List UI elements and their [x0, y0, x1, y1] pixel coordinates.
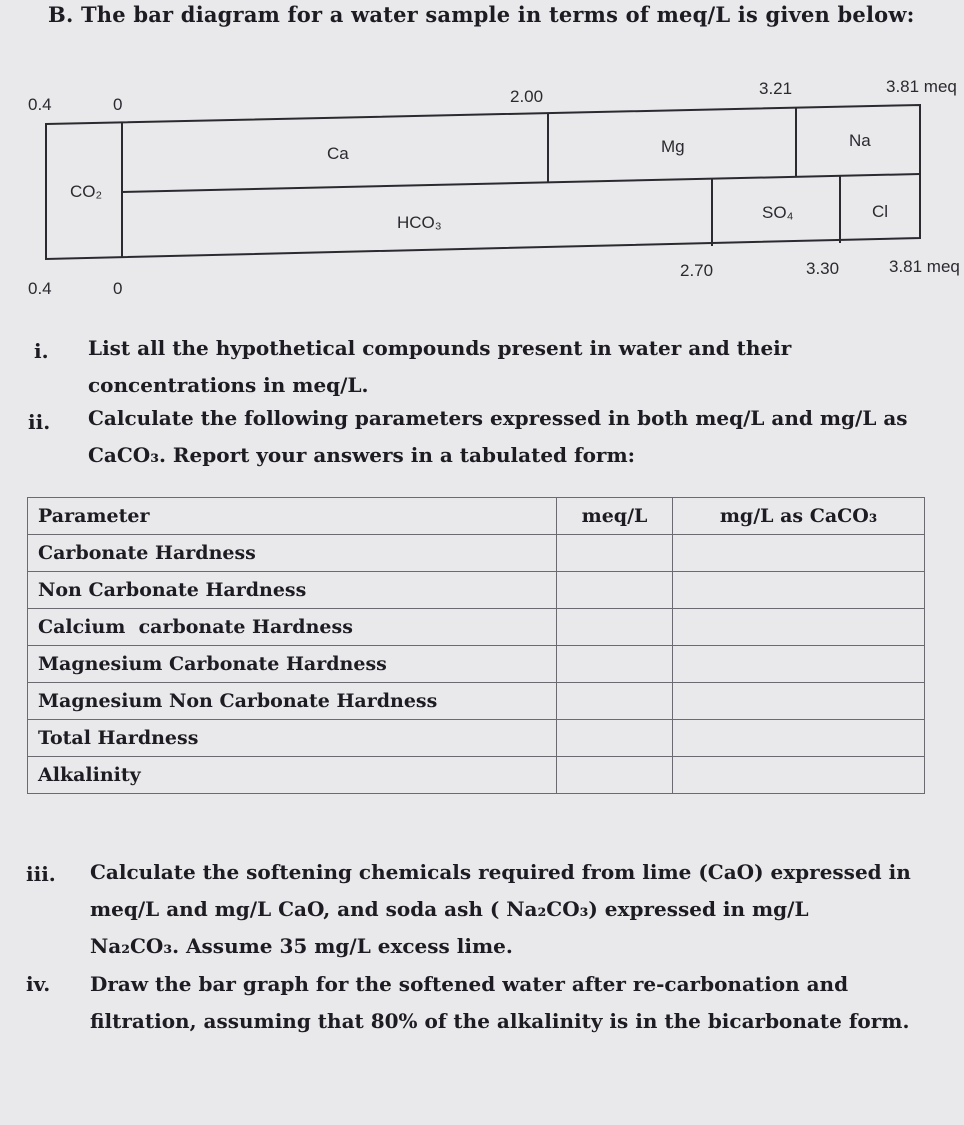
cation-ca: Ca: [327, 144, 349, 163]
header-parameter: Parameter: [28, 498, 557, 535]
question-iv-text: [90, 966, 909, 1040]
bottom-axis-label-2-70: 2.70: [680, 261, 714, 280]
question-iv-line-2: filtration, assuming that 80% of the alkalinity is in the bicarbonate form.: [90, 1009, 910, 1033]
bar-diagram: [0, 60, 964, 310]
top-axis-label-3-81: 3.81 meq: [886, 77, 957, 96]
meq-cell: [557, 572, 673, 609]
table-row: [28, 757, 925, 794]
table-row: [28, 720, 925, 757]
mg-cell: [673, 609, 925, 646]
question-i-line-2: concentrations in meq/L.: [88, 373, 369, 397]
table-header-row: [28, 498, 925, 535]
row-label: Carbonate Hardness: [28, 535, 557, 572]
question-i-line-1: List all the hypothetical compounds present in water and their: [88, 336, 792, 360]
mg-cell: [673, 646, 925, 683]
diagram-frame: [46, 105, 920, 259]
mg-cell: [673, 720, 925, 757]
meq-cell: [557, 646, 673, 683]
meq-cell: [557, 720, 673, 757]
row-label: Total Hardness: [28, 720, 557, 757]
meq-cell: [557, 683, 673, 720]
table-row: [28, 683, 925, 720]
bottom-axis-label-3-81: 3.81 meq: [889, 257, 960, 276]
bottom-axis-label-zero: 0: [113, 279, 123, 298]
cation-na: Na: [849, 131, 871, 150]
table-row: [28, 646, 925, 683]
header-meq: meq/L: [557, 498, 673, 535]
anion-so4: SO₄: [762, 203, 794, 222]
table-row: [28, 609, 925, 646]
meq-cell: [557, 609, 673, 646]
mg-cell: [673, 757, 925, 794]
anion-co2: CO₂: [70, 182, 103, 201]
anion-cl: Cl: [872, 202, 889, 221]
meq-cell: [557, 757, 673, 794]
header-mg-caco3: mg/L as CaCO₃: [673, 498, 925, 535]
question-iv-number: iv.: [26, 972, 51, 996]
table-row: [28, 572, 925, 609]
top-axis-label-2-00: 2.00: [510, 87, 544, 106]
mg-cell: [673, 572, 925, 609]
row-label: Magnesium Non Carbonate Hardness: [28, 683, 557, 720]
section-heading: B. The bar diagram for a water sample in terms of meq/L is given below:: [48, 2, 915, 27]
row-label: Non Carbonate Hardness: [28, 572, 557, 609]
top-axis-label-left: 0.4: [28, 95, 52, 114]
top-axis-label-zero: 0: [113, 95, 123, 114]
bottom-axis-label-left: 0.4: [28, 279, 52, 298]
mg-cell: [673, 535, 925, 572]
question-iv-line-1: Draw the bar graph for the softened water after re-carbonation and: [90, 972, 849, 996]
top-axis-label-3-21: 3.21: [759, 79, 793, 98]
cation-mg: Mg: [661, 137, 685, 156]
question-iii-number: iii.: [26, 862, 56, 886]
meq-cell: [557, 535, 673, 572]
anion-hco3: HCO₃: [397, 213, 442, 232]
row-label: Calcium carbonate Hardness: [28, 609, 557, 646]
question-ii-line-1: Calculate the following parameters expressed in both meq/L and mg/L as: [88, 406, 908, 430]
question-iii-line-1: Calculate the softening chemicals required from lime (CaO) expressed in: [90, 860, 911, 884]
question-ii-line-2: CaCO₃. Report your answers in a tabulated form:: [88, 443, 636, 467]
parameter-table: [27, 497, 925, 794]
question-ii-text: [88, 400, 908, 474]
question-iii-line-3: Na₂CO₃. Assume 35 mg/L excess lime.: [90, 934, 513, 958]
row-label: Magnesium Carbonate Hardness: [28, 646, 557, 683]
question-iii-line-2: meq/L and mg/L CaO, and soda ash ( Na₂CO₃) expressed in mg/L: [90, 897, 809, 921]
question-ii-number: ii.: [28, 410, 51, 434]
mg-cell: [673, 683, 925, 720]
question-iii-text: [90, 854, 911, 965]
row-label: Alkalinity: [28, 757, 557, 794]
question-i-number: i.: [34, 339, 49, 363]
bottom-axis-label-3-30: 3.30: [806, 259, 840, 278]
table-row: [28, 535, 925, 572]
diagram-middle-line: [122, 174, 920, 192]
question-i-text: [88, 330, 791, 404]
